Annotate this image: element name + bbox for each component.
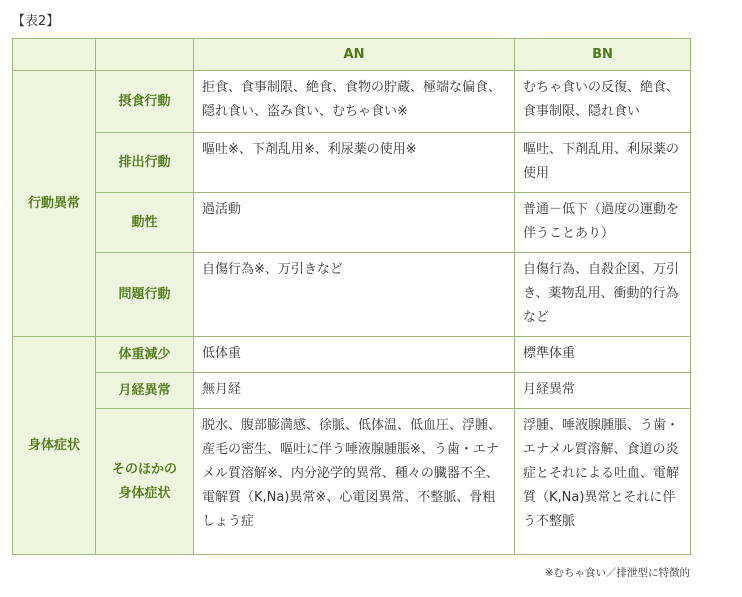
- table-row: [13, 337, 691, 373]
- an-cell: 過活動: [194, 193, 515, 253]
- row-label: 体重減少: [96, 337, 194, 373]
- group-label-physical: 身体症状: [13, 337, 96, 555]
- bn-cell: 月経異常: [515, 373, 691, 409]
- bn-cell: 標準体重: [515, 337, 691, 373]
- header-bn: BN: [515, 39, 691, 71]
- table-row: [13, 133, 691, 193]
- an-cell: 自傷行為※、万引きなど: [194, 253, 515, 337]
- header-empty-group: [13, 39, 96, 71]
- row-label: 問題行動: [96, 253, 194, 337]
- table-row: [13, 409, 691, 555]
- row-label: 月経異常: [96, 373, 194, 409]
- table-row: [13, 193, 691, 253]
- table-header-row: [13, 39, 691, 71]
- symptoms-table: [12, 38, 691, 555]
- bn-cell: むちゃ食いの反復、絶食、食事制限、隠れ食い: [515, 71, 691, 133]
- an-cell: 無月経: [194, 373, 515, 409]
- bn-cell: 浮腫、唾液腺腫脹、う歯・エナメル質溶解、食道の炎症とそれによる吐血、電解質（K,Na)異常とそれに伴う不整脈: [515, 409, 691, 555]
- row-label: 摂食行動: [96, 71, 194, 133]
- an-cell: 脱水、腹部膨満感、徐脈、低体温、低血圧、浮腫、産毛の密生、嘔吐に伴う唾液腺腫脹※、う歯・エナメル質溶解※、内分泌学的異常、種々の臓器不全、電解質（K,Na)異常※、心電図異常、不整脈、骨粗しょう症: [194, 409, 515, 555]
- row-label: [96, 409, 194, 555]
- bn-cell: 自傷行為、自殺企図、万引き、薬物乱用、衝動的行為など: [515, 253, 691, 337]
- table-row: [13, 373, 691, 409]
- an-cell: 拒食、食事制限、絶食、食物の貯蔵、極端な偏食、隠れ食い、盗み食い、むちゃ食い※: [194, 71, 515, 133]
- row-label: 排出行動: [96, 133, 194, 193]
- footnote: ※むちゃ食い／排泄型に特徴的: [544, 567, 690, 579]
- row-label: 動性: [96, 193, 194, 253]
- table-caption: 【表2】: [12, 14, 60, 29]
- header-empty-label: [96, 39, 194, 71]
- group-label-behavior: 行動異常: [13, 71, 96, 337]
- bn-cell: 普通－低下（過度の運動を伴うことあり）: [515, 193, 691, 253]
- header-an: AN: [194, 39, 515, 71]
- bn-cell: 嘔吐、下剤乱用、利尿薬の使用: [515, 133, 691, 193]
- row-label-line: そのほかの: [111, 461, 177, 477]
- an-cell: 嘔吐※、下剤乱用※、利尿薬の使用※: [194, 133, 515, 193]
- table-row: [13, 71, 691, 133]
- row-label-line: 身体症状: [118, 485, 171, 501]
- table-row: [13, 253, 691, 337]
- an-cell: 低体重: [194, 337, 515, 373]
